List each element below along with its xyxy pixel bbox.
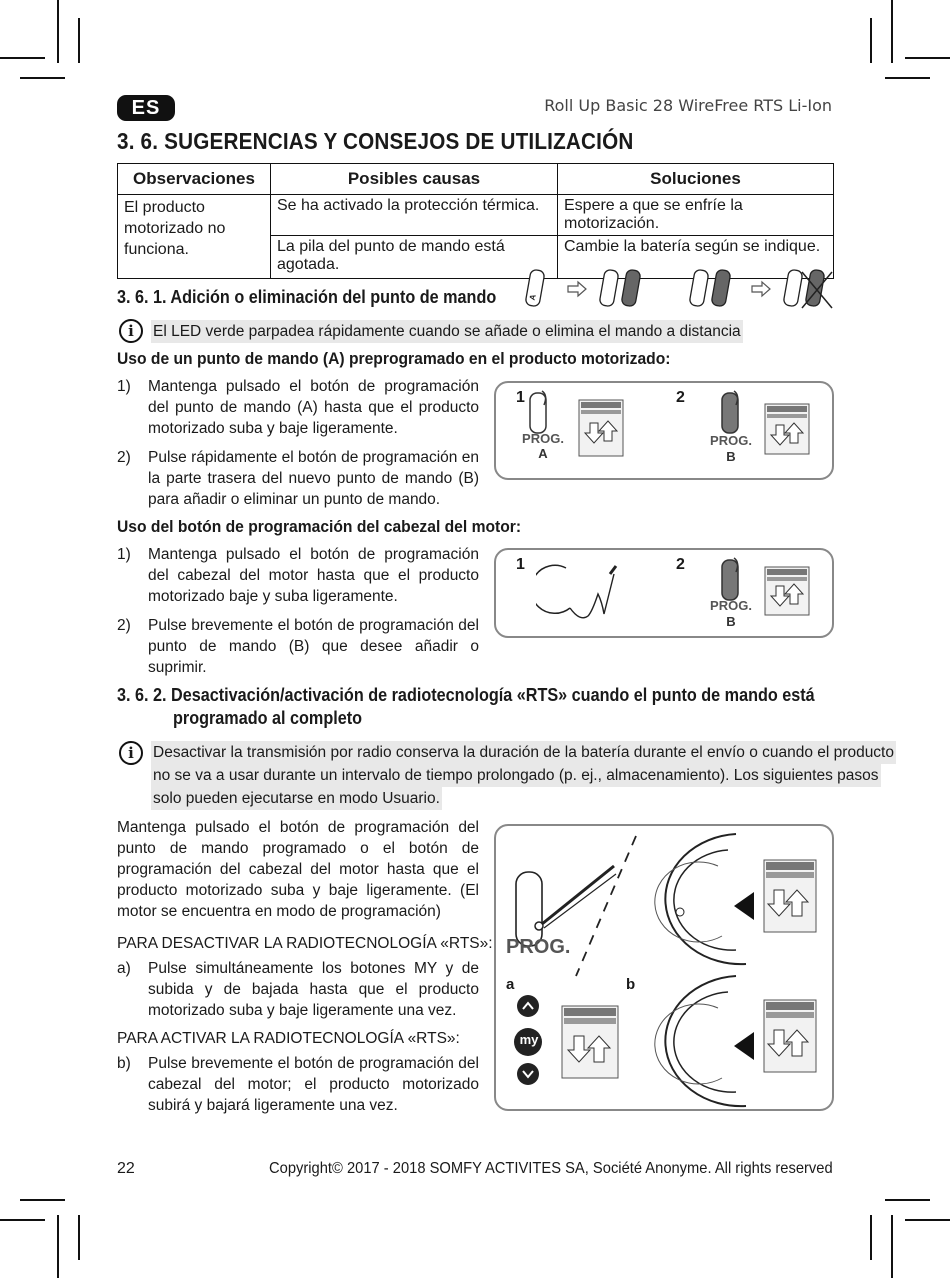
subsection-title-cont: programado al completo	[173, 708, 363, 728]
figure-rts-toggle	[494, 824, 834, 1111]
remote-icon	[599, 269, 619, 307]
step-text: Mantenga pulsado el botón de programación del cabezal del motor hasta que el producto motorizado baje y suba ligeramente.	[148, 546, 479, 605]
blind-icon	[764, 860, 816, 932]
step	[117, 544, 479, 608]
use-head-title: Uso del botón de programación del cabezal del motor:	[117, 517, 522, 536]
svg-text:A: A	[527, 293, 538, 302]
my-button-label: my	[519, 1032, 539, 1047]
copyright: Copyright© 2017 - 2018 SOMFY ACTIVITES SA, Société Anonyme. All rights reserved	[269, 1160, 833, 1177]
crop-mark	[57, 0, 59, 63]
info-note: no se va a usar durante un intervalo de tiempo prolongado (p. ej., almacenamiento). Los siguientes pasos	[151, 764, 881, 787]
motor-head-icon	[536, 560, 636, 630]
crop-mark	[0, 57, 45, 59]
figure-label-b: b	[626, 976, 636, 993]
table-row	[118, 195, 834, 236]
step-text: Pulse brevemente el botón de programación del punto de mando (B) que desee añadir o suprimir.	[148, 617, 479, 676]
subsection-title: 3. 6. 1. Adición o eliminación del punto de mando	[117, 287, 497, 307]
figure-step-number: 2	[676, 556, 685, 573]
step	[117, 376, 479, 440]
blind-icon	[764, 1000, 816, 1072]
remote-icon	[689, 269, 709, 307]
step-text: Pulse brevemente el botón de programación del cabezal del motor; el producto motorizado subirá y bajará ligeramente una vez.	[148, 1055, 479, 1114]
crop-mark	[891, 1215, 893, 1278]
prog-label: PROG.	[506, 936, 571, 958]
info-note: Desactivar la transmisión por radio conserva la duración de la batería durante el envío o cuando el producto	[151, 741, 896, 764]
crop-mark	[885, 1199, 930, 1201]
remote-b-icon	[714, 556, 746, 604]
step-number: 2)	[117, 617, 131, 634]
blind-icon	[764, 403, 810, 455]
crop-mark	[891, 0, 893, 63]
product-name: Roll Up Basic 28 WireFree RTS Li-Ion	[544, 96, 832, 115]
table-cell: Cambie la batería según se indique.	[558, 236, 834, 279]
crop-mark	[20, 77, 65, 79]
crop-mark	[905, 1219, 950, 1221]
crop-mark	[870, 18, 872, 63]
table-header: Observaciones	[118, 164, 271, 195]
crop-mark	[20, 1199, 65, 1201]
prog-label: PROG.	[522, 431, 564, 446]
intro-paragraph: Mantenga pulsado el botón de programación del punto de mando programado o el botón de programación del cabezal del motor hasta que el producto motorizado suba y baje ligeramente. (El motor se encuentra en modo de programación)	[117, 819, 479, 920]
page-number: 22	[117, 1160, 135, 1177]
step-number: a)	[117, 960, 131, 977]
arrow-right-icon	[568, 282, 586, 296]
section-title: 3. 6. SUGERENCIAS Y CONSEJOS DE UTILIZACIÓN	[117, 128, 634, 154]
figure-label-a: a	[506, 976, 515, 993]
rts-illustration	[496, 826, 832, 1109]
info-icon: i	[119, 319, 143, 343]
crop-mark	[885, 77, 930, 79]
prog-label: PROG.	[710, 433, 752, 448]
troubleshooting-table	[117, 163, 834, 279]
step	[117, 447, 479, 511]
crop-mark	[870, 1215, 872, 1260]
prog-label: PROG.	[710, 598, 752, 613]
step	[117, 615, 479, 676]
remote-icon	[711, 269, 731, 307]
subsection-title: 3. 6. 2. Desactivación/activación de radiotecnología «RTS» cuando el punto de mando está	[117, 685, 815, 705]
figure-step-number: 1	[516, 556, 525, 573]
step-text: Pulse rápidamente el botón de programación en la parte trasera del nuevo punto de mando (B) para añadir o eliminar un punto de mando.	[148, 449, 479, 508]
table-cell: La pila del punto de mando está agotada.	[271, 236, 558, 279]
table-cell-observation: El producto motorizado no funciona.	[118, 195, 271, 279]
remote-add-remove-icon	[518, 268, 838, 312]
remote-icon	[621, 269, 641, 307]
remote-label: B	[726, 449, 736, 464]
remote-b-icon	[714, 389, 746, 437]
remote-icon	[783, 269, 803, 307]
blind-icon	[578, 399, 624, 457]
remote-label: B	[726, 614, 736, 629]
figure-step-number: 1	[516, 389, 525, 406]
crop-mark	[57, 1215, 59, 1278]
use-a-title: Uso de un punto de mando (A) preprogramado en el producto motorizado:	[117, 349, 671, 368]
step-number: 2)	[117, 449, 131, 466]
step	[117, 958, 479, 1022]
language-badge: ES	[117, 95, 175, 121]
crop-mark	[905, 57, 950, 59]
figure-motor-head-pairing	[494, 548, 834, 638]
crop-mark	[78, 18, 80, 63]
crop-mark	[78, 1215, 80, 1260]
step-number: 1)	[117, 378, 131, 395]
step	[117, 1053, 479, 1117]
arrow-right-icon	[752, 282, 770, 296]
table-cell: Espere a que se enfríe la motorización.	[558, 195, 834, 236]
remote-a-icon	[522, 389, 554, 437]
blind-icon	[764, 566, 810, 616]
step-text: Mantenga pulsado el botón de programación del punto de mando (A) hasta que el producto motorizado suba y baje ligeramente.	[148, 378, 479, 437]
step-text: Pulse simultáneamente los botones MY y de subida y de bajada hasta que el producto motorizado suba y baje ligeramente una vez.	[148, 960, 479, 1019]
step-number: 1)	[117, 546, 131, 563]
table-header-row	[118, 164, 834, 195]
step-number: b)	[117, 1055, 131, 1072]
table-cell: Se ha activado la protección térmica.	[271, 195, 558, 236]
figure-remote-pairing	[494, 381, 834, 480]
remote-icon	[525, 269, 545, 307]
figure-step-number: 2	[676, 389, 685, 406]
activate-title: PARA ACTIVAR LA RADIOTECNOLOGÍA «RTS»:	[117, 1030, 460, 1047]
crop-mark	[0, 1219, 45, 1221]
deactivate-title: PARA DESACTIVAR LA RADIOTECNOLOGÍA «RTS»:	[117, 935, 493, 952]
blind-icon	[562, 1006, 618, 1078]
table-header: Posibles causas	[271, 164, 558, 195]
table-header: Soluciones	[558, 164, 834, 195]
info-note: El LED verde parpadea rápidamente cuando se añade o elimina el mando a distancia	[151, 320, 743, 343]
info-note: solo pueden ejecutarse en modo Usuario.	[151, 787, 442, 810]
remote-label: A	[538, 446, 548, 461]
info-icon: i	[119, 741, 143, 765]
